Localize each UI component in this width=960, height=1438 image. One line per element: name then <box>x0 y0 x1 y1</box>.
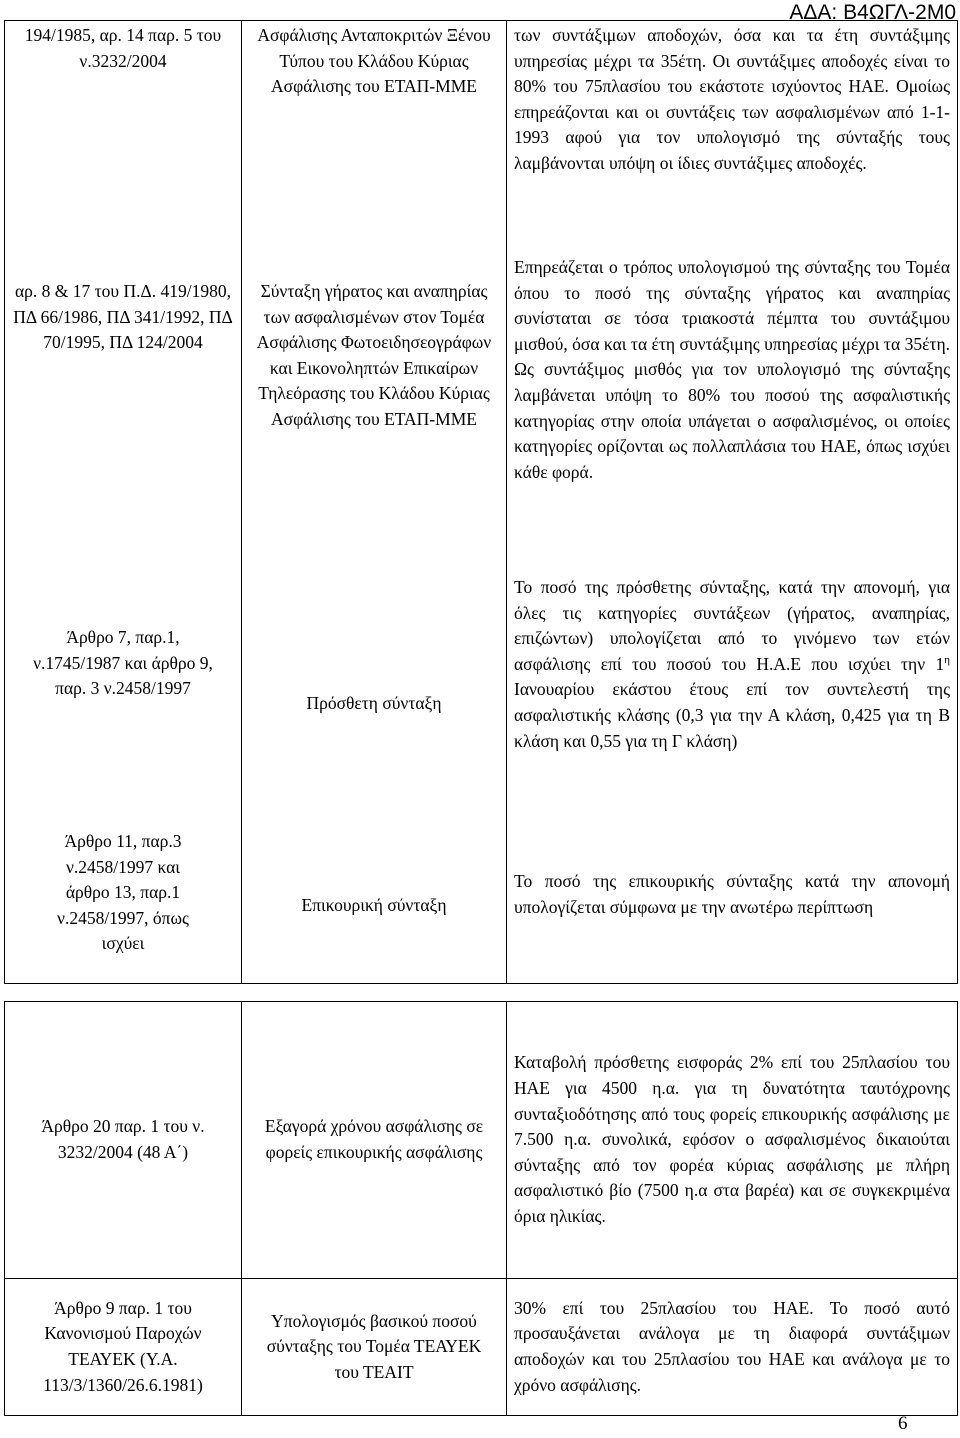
row2-description: 30% επί του 25πλασίου του ΗΑΕ. Το ποσό αυτό προσαυξάνεται ανάλογα με τη διαφορά συντάξιμων αποδοχών και του 25πλασίου του ΗΑΕ και ανάλογα με το χρόνο ασφάλισης. <box>507 1279 958 1416</box>
legal-basis-3: Άρθρο 7, παρ.1, ν.1745/1987 και άρθρο 9, παρ. 3 ν.2458/1997 <box>33 627 213 699</box>
ordinal-superscript: η <box>944 653 950 666</box>
description-1: των συντάξιμων αποδοχών, όσα και τα έτη συντάξιμης υπηρεσίας μέχρι τα 35έτη. Οι συντάξιμες αποδοχές είναι το 80% του 75πλασίου του εκάστοτε ισχύοντος ΗΑΕ. Ομοίως επηρεάζονται και οι συντάξεις των ασφαλισμένων από 1-1-1993 αφού για τον υπολογισμό της σύνταξής τους λαμβάνονται υπόψη οι ίδιες συντάξιμες αποδοχές. <box>514 25 950 173</box>
legal-basis-4: Άρθρο 11, παρ.3 ν.2458/1997 και άρθρο 13, παρ.1 ν.2458/1997, όπως ισχύει <box>57 831 189 954</box>
subject-1: Ασφάλισης Ανταποκριτών Ξένου Τύπου του Κλάδου Κύριας Ασφάλισης του ΕΤΑΠ-ΜΜΕ <box>257 25 491 97</box>
table-row <box>5 1002 958 1279</box>
row1-subject: Εξαγορά χρόνου ασφάλισης σε φορείς επικουρικής ασφάλισης <box>242 1002 507 1279</box>
legal-basis-2: αρ. 8 & 17 του Π.Δ. 419/1980, ΠΔ 66/1986, ΠΔ 341/1992, ΠΔ 70/1995, ΠΔ 124/2004 <box>13 281 233 353</box>
description-column <box>507 21 958 984</box>
subject-4: Επικουρική σύνταξη <box>301 895 447 915</box>
subject-2: Σύνταξη γήρατος και αναπηρίας των ασφαλισμένων στον Τομέα Ασφάλισης Φωτοειδησεογράφων και Εικονοληπτών Επικαίρων Τηλεόρασης του Κλάδου Κύριας Ασφάλισης του ΕΤΑΠ-ΜΜΕ <box>256 281 492 429</box>
row2-legal-basis: Άρθρο 9 παρ. 1 του Κανονισμού Παροχών ΤΕΑΥΕΚ (Υ.Α. 113/3/1360/26.6.1981) <box>5 1279 242 1416</box>
legislation-table-2 <box>4 1001 958 1416</box>
row1-description: Καταβολή πρόσθετης εισφοράς 2% επί του 25πλασίου του ΗΑΕ για 4500 η.α. για τη δυνατότητα ταυτόχρονης συνταξιοδότησης από τους φορείς επικουρικής ασφάλισης με 7.500 η.α. συνολικά, εφόσον ο ασφαλισμένος δικαιούται σύνταξης από τον φορέα κύριας ασφάλισης με πλήρη ασφαλιστικό βίο (7500 η.α στα βαρέα) και σε συγκεκριμένα όρια ηλικίας. <box>507 1002 958 1279</box>
ada-identifier: ΑΔΑ: Β4ΩΓΛ-2Μ0 <box>783 0 956 26</box>
legal-basis-column <box>5 21 242 984</box>
description-2: Επηρεάζεται ο τρόπος υπολογισμού της σύνταξης του Τομέα όπου το ποσό της σύνταξης γήρατος και αναπηρίας συνίσταται σε τόσα τριακοστά πέμπτα του συντάξιμου μισθού, όσα και τα έτη συντάξιμης υπηρεσίας μέχρι τα 35έτη. Ως συντάξιμος μισθός για τον υπολογισμό της σύνταξης λαμβάνεται υπόψη το 80% του ποσού της ασφαλιστικής κατηγορίας στην οποία υπάγεται ο ασφαλισμένος, οι οποίες κατηγορίες ορίζονται ως πολλαπλάσια του ΗΑΕ, όπως ισχύει κάθε φορά. <box>514 257 950 482</box>
subject-3: Πρόσθετη σύνταξη <box>306 693 442 713</box>
row2-subject: Υπολογισμός βασικού ποσού σύνταξης του Τομέα ΤΕΑΥΕΚ του ΤΕΑΙΤ <box>242 1279 507 1416</box>
description-3: Το ποσό της πρόσθετης σύνταξης, κατά την απονομή, για όλες τις κατηγορίες συντάξεων (γήρατος, αναπηρίας, επιζώντων) υπολογίζεται από το γινόμενο των ετών ασφάλισης επί του ποσού του Η.Α.Ε που ισχύει την $1^\eta$ Ιανουαρίου εκάστου έτους επί τον συντελεστή της ασφαλιστικής κλάσης (0,3 για την Α κλάση, 0,425 για τη Β κλάση και 0,55 για τη Γ κλάση) <box>514 577 950 751</box>
legal-basis-1: 194/1985, αρ. 14 παρ. 5 του ν.3232/2004 <box>24 25 222 71</box>
subject-column <box>242 21 507 984</box>
page-number: 6 <box>898 1413 908 1434</box>
description-4: Το ποσό της επικουρικής σύνταξης κατά την απονομή υπολογίζεται σύμφωνα με την ανωτέρω περίπτωση <box>514 871 950 917</box>
row1-legal-basis: Άρθρο 20 παρ. 1 του ν. 3232/2004 (48 Α΄) <box>5 1002 242 1279</box>
legislation-table-1 <box>4 20 958 984</box>
table-row <box>5 1279 958 1416</box>
